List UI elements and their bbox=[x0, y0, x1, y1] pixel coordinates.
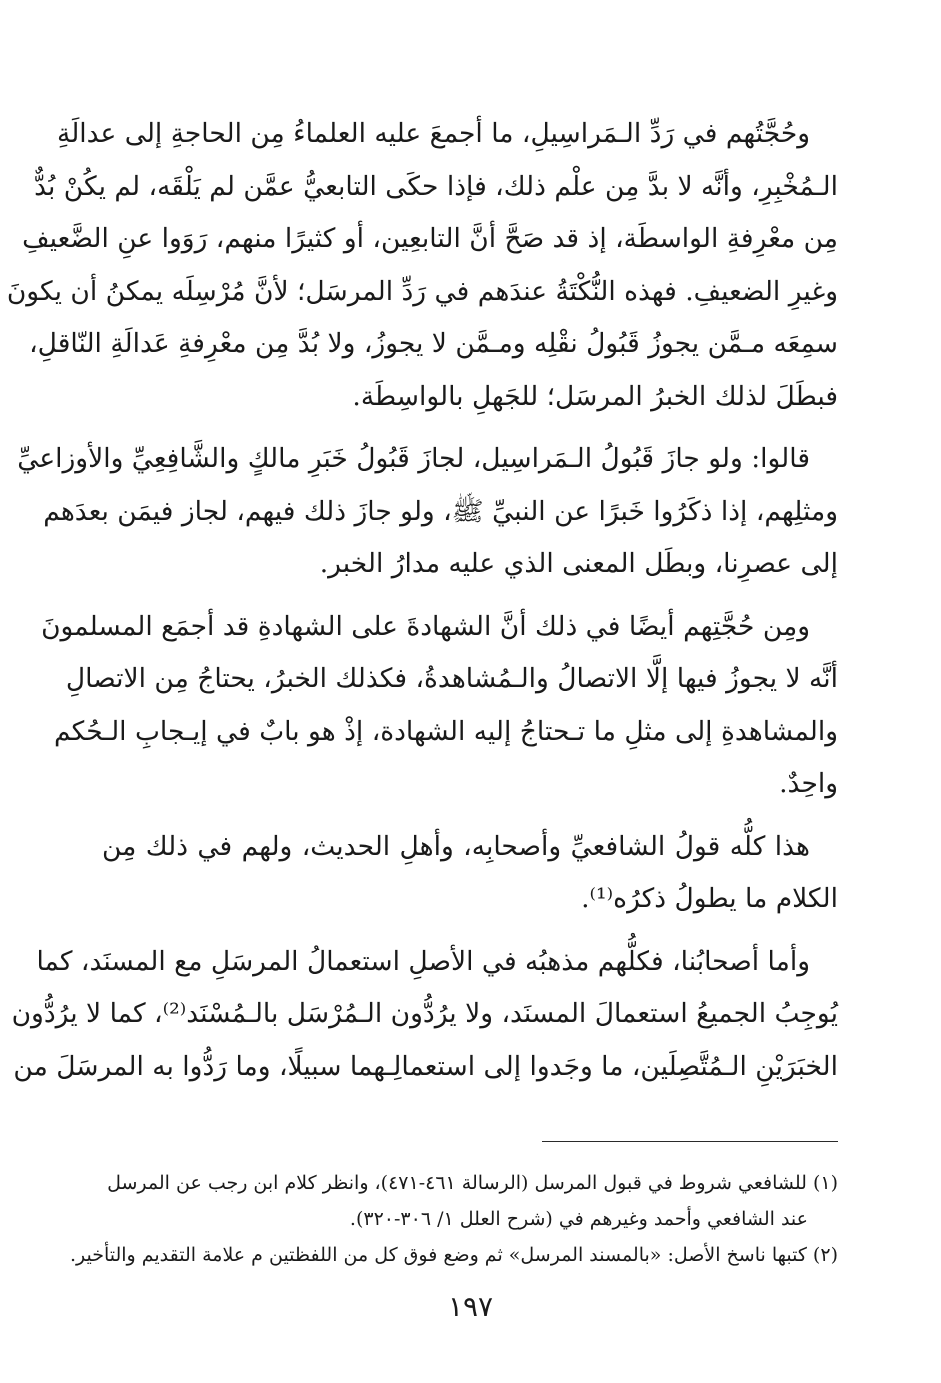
text-line: يُوجِبُ الجميعُ استعمالَ المسنَد، ولا يرُدُّون الـمُرْسَل بالـمُسْنَد⁽²⁾، كما لا يرُدُّون bbox=[11, 998, 838, 1029]
text-line: هذا كلُّه قولُ الشافعيِّ وأصحابِه، وأهلِ الحديث، ولهم في ذلك مِن bbox=[102, 830, 810, 862]
text-line: والمشاهدةِ إلى مثلِ ما تـحتاجُ إليه الشهادة، إذْ هو بابٌ في إيـجابِ الـحُكم bbox=[53, 715, 838, 747]
footnote-2: (٢) كتبها ناسخ الأصل: «بالمسند المرسل» ثم وضع فوق كل من اللفظتين م علامة التقديم والتأخير. bbox=[69, 1244, 838, 1266]
text-line: إلى عصرِنا، وبطَل المعنى الذي عليه مدارُ الخبر. bbox=[319, 548, 838, 579]
text-line: الخبَرَيْنِ الـمُتَّصِلَين، ما وجَدوا إلى استعمالِـهما سبيلًا، وما رَدُّوا به المرسَلَ من bbox=[13, 1050, 838, 1082]
text-line: قالوا: ولو جازَ قَبُولُ الـمَراسِيل، لجازَ قَبُولُ خَبَرِ مالكٍ والشَّافِعِيِّ والأوزاعيِّ bbox=[17, 443, 810, 474]
text-line: الكلام ما يطولُ ذكرُه⁽¹⁾. bbox=[581, 883, 838, 914]
text-line: أنَّه لا يجوزُ فيها إلَّا الاتصالُ والـمُشاهدةُ، فكذلك الخبرُ، يحتاجُ مِن الاتصالِ bbox=[65, 663, 838, 694]
text-line: الـمُخْبِرِ، وأنَّه لا بدَّ مِن علْم ذلك، فإذا حكَى التابعيُّ عمَّن لم يَلْقَه، لم يكُنْ بُدٌّ bbox=[34, 170, 838, 202]
text-line: وغيرِ الضعيفِ. فهذه النُّكْتَةُ عندَهم في رَدِّ المرسَل؛ لأنَّ مُرْسِلَه يمكنُ أن يكونَ bbox=[6, 275, 838, 307]
main-text bbox=[6, 108, 838, 1093]
text-line: ومثلِهم، إذا ذكَرُوا خَبرًا عن النبيِّ ﷺ، ولو جازَ ذلك فيهم، لجاز فيمَن بعدَهم bbox=[43, 495, 838, 527]
text-line: مِن معْرِفةِ الواسطَة، إذ قد صَحَّ أنَّ التابعِين، أو كثيرًا منهم، رَوَوا عنِ الضَّعيفِ bbox=[22, 223, 838, 254]
page-number: ١٩٧ bbox=[447, 1290, 494, 1323]
footnote-divider bbox=[542, 1141, 838, 1142]
text-line: سمِعَه مـمَّن يجوزُ قَبُولُ نقْلِه ومـمَّن لا يجوزُ، ولا بُدَّ مِن معْرِفةِ عَدالَةِ النّاقلِ، bbox=[29, 328, 838, 359]
footnote-1: (١) للشافعي شروط في قبول المرسل (الرسالة ٤٦١-٤٧١)، وانظر كلام ابن رجب عن المرسل bbox=[107, 1172, 838, 1194]
text-line: وحُجَّتُهم في رَدِّ الـمَراسِيلِ، ما أجمعَ عليه العلماءُ مِن الحاجةِ إلى عدالَةِ bbox=[56, 118, 810, 149]
text-line: واحِدٌ. bbox=[779, 768, 838, 799]
footnote-1-continued: عند الشافعي وأحمد وغيرهم في (شرح العلل ١/ ٣٠٦-٣٢٠). bbox=[349, 1208, 808, 1230]
footnotes bbox=[69, 1165, 838, 1273]
text-line: وأما أصحابُنا، فكلُّهم مذهبُه في الأصلِ استعمالُ المرسَلِ مع المسنَد، كما bbox=[36, 945, 810, 977]
text-line: ومِن حُجَّتِهم أيضًا في ذلك أنَّ الشهادةَ على الشهادةِ قد أجمَع المسلمونَ bbox=[41, 610, 810, 642]
text-line: فبطَلَ لذلك الخبرُ المرسَل؛ للجَهلِ بالواسِطَة. bbox=[352, 380, 838, 412]
